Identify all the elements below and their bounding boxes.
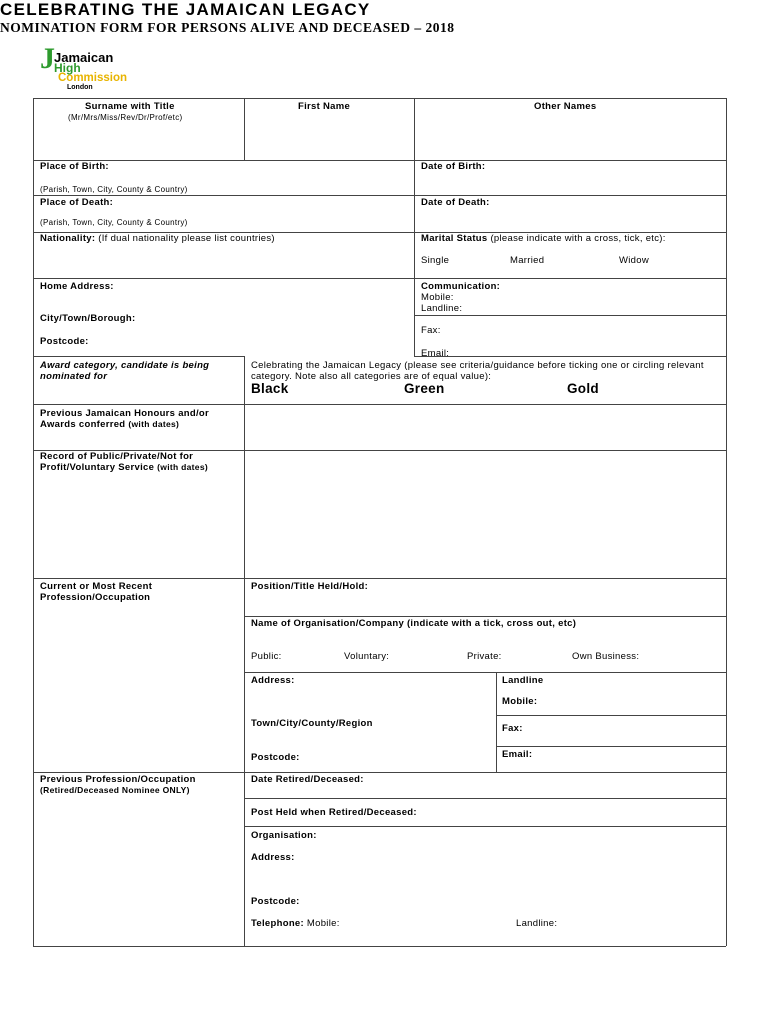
current-profession-label: Current or Most Recent Profession/Occupation	[40, 581, 153, 604]
postcode-label: Postcode:	[40, 336, 89, 347]
award-category-label: Award category, candidate is being nominated for	[40, 360, 210, 383]
row-line	[496, 746, 726, 747]
city-label: City/Town/Borough:	[40, 313, 136, 324]
comm-mobile-label: Mobile:	[421, 292, 454, 303]
place-of-death-label: Place of Death:	[40, 197, 114, 208]
comm-landline-label: Landline:	[421, 303, 463, 314]
award-black-option[interactable]: Black	[251, 381, 289, 396]
comm-fax-label: Fax:	[421, 325, 441, 336]
place-of-birth-field[interactable]	[34, 172, 413, 185]
surname-field[interactable]	[34, 125, 243, 159]
marital-status-label: Marital Status	[421, 233, 488, 244]
record-hint: (with dates)	[157, 462, 208, 473]
award-green-option[interactable]: Green	[404, 381, 445, 396]
current-town-label: Town/City/County/Region	[251, 718, 373, 729]
divider	[496, 672, 497, 772]
row-line	[33, 356, 244, 357]
row-line	[33, 278, 726, 279]
logo-line4: London	[67, 84, 93, 91]
logo-line3: Commission	[58, 72, 128, 84]
row-line	[414, 315, 726, 316]
previous-profession-hint: (Retired/Deceased Nominee ONLY)	[40, 785, 190, 795]
date-of-death-field[interactable]	[415, 208, 725, 231]
marital-option-married[interactable]: Married	[510, 255, 545, 266]
honours-label: Previous Jamaican Honours and/or Awards conferred (with dates)	[40, 408, 210, 431]
page-subtitle: NOMINATION FORM FOR PERSONS ALIVE AND DECEASED – 2018	[0, 20, 455, 35]
commission-logo	[40, 44, 150, 96]
row-line	[496, 715, 726, 716]
marital-status-hint: (please indicate with a cross, tick, etc):	[490, 233, 666, 244]
marital-status-row	[421, 233, 666, 244]
marital-option-single[interactable]: Single	[421, 255, 450, 266]
logo-line1: Jamaican	[54, 50, 114, 65]
home-address-label: Home Address:	[40, 281, 114, 292]
organisation-label: Name of Organisation/Company (indicate with a tick, cross out, etc)	[251, 618, 577, 629]
nationality-row	[40, 233, 275, 244]
position-label: Position/Title Held/Hold:	[251, 581, 369, 592]
prev-organisation-label: Organisation:	[251, 830, 317, 841]
current-postcode-label: Postcode:	[251, 752, 300, 763]
prev-mobile-label: Mobile:	[306, 918, 340, 929]
current-mobile-label: Mobile:	[502, 696, 538, 707]
current-email-label: Email:	[502, 749, 533, 760]
current-landline-label: Landline	[502, 675, 544, 686]
surname-hint: (Mr/Mrs/Miss/Rev/Dr/Prof/etc)	[68, 113, 183, 122]
frame-left	[33, 98, 34, 946]
row-line	[33, 578, 726, 579]
other-names-field[interactable]	[415, 115, 725, 159]
record-field[interactable]	[245, 451, 725, 578]
frame-top	[33, 98, 726, 99]
nationality-field[interactable]	[34, 246, 413, 277]
logo-line2: High	[54, 61, 81, 75]
position-field[interactable]	[245, 593, 725, 615]
date-of-birth-label: Date of Birth:	[421, 161, 486, 172]
marital-option-widow[interactable]: Widow	[619, 255, 650, 266]
honours-field[interactable]	[245, 405, 725, 449]
row-line	[33, 160, 726, 161]
row-line	[244, 798, 726, 799]
frame-right	[726, 98, 727, 946]
award-instructions: Celebrating the Jamaican Legacy (please see criteria/guidance before ticking one or circling relevant category. Note also all categories are of equal value):	[251, 360, 704, 383]
row-line	[33, 195, 726, 196]
logo-letter-j: J	[40, 42, 55, 75]
prev-postcode-label: Postcode:	[251, 896, 300, 907]
frame-bottom	[33, 946, 726, 947]
award-gold-option[interactable]: Gold	[567, 381, 599, 396]
current-address-label: Address:	[251, 675, 295, 686]
prev-telephone-label: Telephone:	[251, 918, 304, 929]
place-of-death-hint: (Parish, Town, City, County & Country)	[40, 218, 188, 227]
org-public[interactable]: Public:	[251, 651, 282, 662]
first-name-label: First Name	[298, 101, 351, 112]
org-voluntary[interactable]: Voluntary:	[344, 651, 390, 662]
org-own-business[interactable]: Own Business:	[572, 651, 640, 662]
date-retired-label: Date Retired/Deceased:	[251, 774, 364, 785]
surname-label: Surname with Title	[85, 101, 175, 112]
honours-hint: (with dates)	[128, 419, 180, 430]
previous-profession-label: Previous Profession/Occupation	[40, 774, 196, 785]
row-line	[244, 826, 726, 827]
nationality-hint: (If dual nationality please list countries)	[98, 233, 275, 244]
date-of-birth-field[interactable]	[415, 172, 725, 194]
prev-address-label: Address:	[251, 852, 295, 863]
nationality-label: Nationality:	[40, 233, 96, 244]
home-address-field[interactable]	[34, 293, 413, 313]
record-label: Record of Public/Private/Not for Profit/Voluntary Service (with dates)	[40, 451, 208, 474]
comm-email-label: Email:	[421, 348, 450, 359]
page-title: CELEBRATING THE JAMAICAN LEGACY	[0, 0, 371, 19]
communication-label: Communication:	[421, 281, 501, 292]
row-line	[244, 616, 726, 617]
post-held-label: Post Held when Retired/Deceased:	[251, 807, 417, 818]
row-line	[244, 672, 726, 673]
other-names-label: Other Names	[534, 101, 597, 112]
date-of-death-label: Date of Death:	[421, 197, 490, 208]
place-of-death-field[interactable]	[34, 208, 413, 218]
prev-telephone-row	[251, 918, 340, 929]
row-line	[414, 356, 726, 357]
divider	[414, 232, 415, 356]
prev-landline-label: Landline:	[516, 918, 558, 929]
current-fax-label: Fax:	[502, 723, 523, 734]
first-name-field[interactable]	[245, 115, 413, 159]
row-line	[33, 772, 726, 773]
org-private[interactable]: Private:	[467, 651, 502, 662]
place-of-birth-hint: (Parish, Town, City, County & Country)	[40, 185, 188, 194]
place-of-birth-label: Place of Birth:	[40, 161, 109, 172]
